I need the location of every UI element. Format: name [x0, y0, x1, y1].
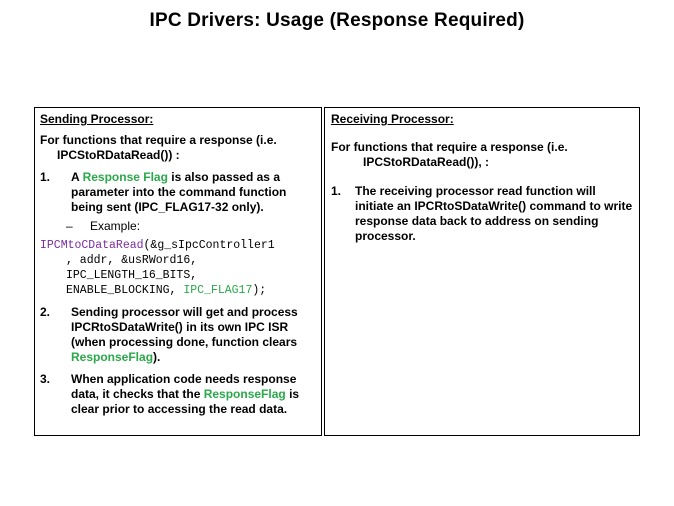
code-line: [40, 238, 317, 253]
sending-processor-heading: Sending Processor:: [40, 112, 154, 126]
step-text: [71, 305, 317, 365]
dash-bullet: –: [66, 219, 73, 233]
sending-step-2: [40, 305, 317, 365]
step-text: [71, 170, 317, 215]
step-text-part: A: [71, 170, 83, 184]
code-args: );: [252, 284, 267, 297]
example-label: Example:: [90, 219, 141, 233]
sending-processor-panel: [34, 107, 322, 436]
response-flag-highlight: ResponseFlag: [71, 350, 154, 364]
code-line: , addr, &usRWord16,: [66, 254, 198, 267]
slide-title: IPC Drivers: Usage (Response Required): [149, 10, 525, 31]
function-name: IPCMtoCDataRead: [40, 239, 144, 252]
step-number: 3.: [40, 372, 51, 386]
step-number: 1.: [331, 184, 342, 198]
code-line: [40, 283, 317, 298]
receiving-processor-heading: Receiving Processor:: [331, 112, 454, 126]
sending-step-1: [40, 170, 317, 215]
code-line: IPC_LENGTH_16_BITS,: [66, 269, 198, 282]
response-flag-highlight: Response Flag: [82, 170, 168, 184]
receiving-processor-panel: [324, 107, 640, 436]
sending-intro-line2: IPCStoRDataRead()) :: [57, 148, 180, 162]
step-number: 2.: [40, 305, 51, 319]
sending-intro-line1: For functions that require a response (i.e.: [40, 133, 277, 147]
code-args: (&g_sIpcController1: [143, 239, 275, 252]
code-example: [40, 238, 317, 298]
step-text-part: ).: [153, 350, 161, 364]
ipc-flag-highlight: IPC_FLAG17: [183, 284, 253, 297]
receiving-step-1: [331, 184, 633, 244]
example-label-row: [40, 219, 317, 234]
step-text-part: is also passed as a parameter into the command function being sent (IPC_FLAG17-32 only).: [71, 170, 287, 214]
step-text: [71, 372, 317, 417]
response-flag-highlight: ResponseFlag: [203, 387, 286, 401]
step-text-part: is clear prior to accessing the read data.: [71, 387, 300, 416]
code-args: ENABLE_BLOCKING,: [66, 284, 184, 297]
step-number: 1.: [40, 170, 51, 184]
step-text: The receiving processor read function will initiate an IPCRtoSDataWrite() command to write response data back to address on sending processor.: [355, 184, 633, 243]
sending-step-3: [40, 372, 317, 417]
receiving-intro-line2: IPCStoRDataRead()), :: [363, 155, 490, 169]
step-text-part: When application code needs response data, it checks that the: [71, 372, 297, 401]
step-text-part: Sending processor will get and process IPCRtoSDataWrite() in its own IPC ISR (when processing done, function clears: [71, 305, 298, 349]
receiving-intro-line1: For functions that require a response (i.e.: [331, 140, 568, 154]
